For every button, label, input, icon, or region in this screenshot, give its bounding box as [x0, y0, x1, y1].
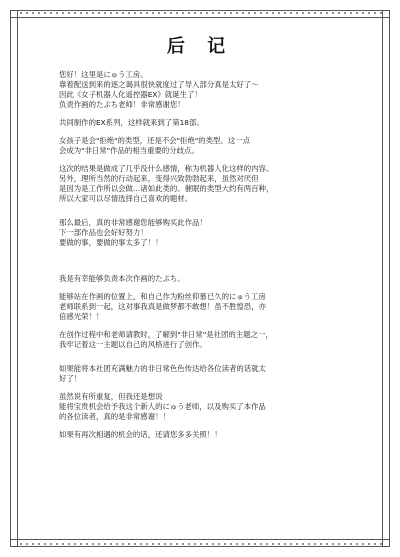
paragraph [59, 136, 359, 156]
text-line: 如果能将本社团充满魅力的非日常色色传达给各位读者的话就太 [59, 364, 266, 373]
text-line: 虽然说有所重复，但我还是想说 [59, 392, 163, 401]
text-line: 我牢记着这一主题以自己的风格进行了创作。 [59, 340, 207, 349]
section-illustrator [59, 274, 359, 440]
paragraph [59, 364, 359, 384]
text-line: 好了！ [59, 374, 82, 383]
text-line: 那么最后，真的非常感谢您能够购买此作品！ [59, 218, 207, 227]
text-line: 您好！这里是にゅう工房。 [59, 70, 148, 79]
text-line: 女孩子是会"拒绝"的类型，还是不会"拒绝"的类型。这一点 [59, 136, 250, 145]
frame-border-left [10, 10, 18, 547]
section-circle-author [59, 70, 359, 248]
paragraph [59, 430, 359, 440]
text-line: 在创作过程中和老师请教时，了解到"非日常"是社团的主题之一， [59, 330, 273, 339]
text-line: 所以大家可以尽情选择自己喜欢的题材。 [59, 194, 193, 203]
text-line: 另外，理所当然的行动起来，变得兴致勃勃起来，虽然对厌但 [59, 174, 259, 183]
text-line: 靠着配送到来的逐之谒具很快就度过了导入部分真是太好了～ [59, 80, 259, 89]
text-line: 倍感光荣！！ [59, 312, 104, 321]
text-line: 是因为是工作所以会做…诸如此类的。催眠的类型大约有两百种， [59, 184, 274, 193]
paragraph [59, 392, 359, 422]
paragraph [59, 292, 359, 322]
text-line: 因此《女子机器人化遥控器EX》就诞生了！ [59, 90, 202, 99]
text-line: 共同制作的EX系列，这样就来到了第18部。 [59, 118, 204, 127]
text-line: 能将宝贵机会给予我这个新人的にゅう老师，以及购买了本作品 [59, 402, 266, 411]
paragraph [59, 330, 359, 350]
paragraph [59, 218, 359, 248]
paragraph [59, 274, 359, 284]
paragraph [59, 70, 359, 110]
frame-border-right [382, 10, 390, 547]
frame-dots-top [18, 12, 382, 14]
page-title: 后 记 [166, 36, 234, 57]
text-line: 的各位读者，真的是非常感谢！！ [59, 412, 170, 421]
text-line: 老师联系到一起，这对事我真是做梦都不敢想！虽不胜惶恐，亦 [59, 302, 266, 311]
frame-dots-bottom [18, 543, 382, 545]
text-line: 会成为"非日常"作品的相当重要的分歧点。 [59, 146, 199, 155]
text-line: 如果有再次相遇的机会的话，还请您多多关照！！ [59, 430, 222, 439]
text-line: 我是有幸能够负责本次作画的たぷち。 [59, 274, 185, 283]
text-line: 能够站在作画的位置上，和自己作为粉丝仰慕已久的にゅう工房 [59, 292, 266, 301]
paragraph [59, 164, 359, 204]
text-line: 负责作画的たぷち老师！非常感谢您！ [59, 100, 185, 109]
paragraph [59, 118, 359, 128]
text-line: 这次的结果是做成了几乎没什么感情，称为机器人化这样的内容。 [59, 164, 274, 173]
text-line: 下一部作品也会好好努力！ [59, 228, 148, 237]
text-line: 要做的事，要做的事太多了！！ [59, 238, 163, 247]
afterword-content [59, 70, 359, 448]
